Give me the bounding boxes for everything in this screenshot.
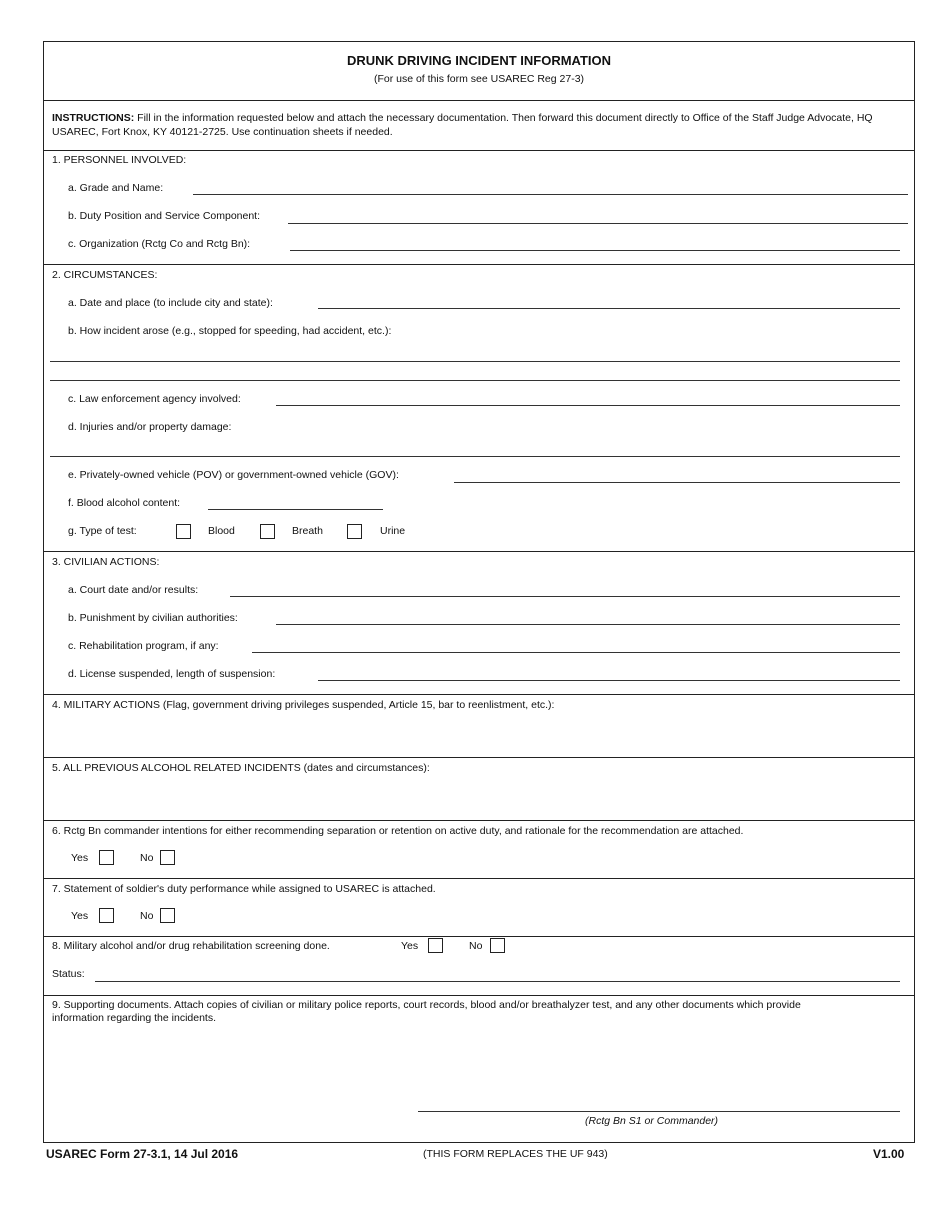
instructions-label: INSTRUCTIONS: <box>52 112 135 124</box>
section7-yes-checkbox[interactable] <box>99 908 114 923</box>
divider <box>44 878 914 879</box>
status-label: Status: <box>52 968 85 980</box>
section6-yes-checkbox[interactable] <box>99 850 114 865</box>
blood-alcohol-label: f. Blood alcohol content: <box>68 497 181 509</box>
replaces-note: (THIS FORM REPLACES THE UF 943) <box>423 1148 608 1160</box>
punishment-label: b. Punishment by civilian authorities: <box>68 612 238 624</box>
grade-name-label: a. Grade and Name: <box>68 182 164 194</box>
section7-yes-label: Yes <box>71 910 89 922</box>
duty-position-label: b. Duty Position and Service Component: <box>68 210 261 222</box>
injuries-label: d. Injuries and/or property damage: <box>68 421 232 433</box>
section8-heading: 8. Military alcohol and/or drug rehabilitation screening done. <box>52 940 330 952</box>
divider <box>44 757 914 758</box>
form-title: DRUNK DRIVING INCIDENT INFORMATION <box>346 53 612 68</box>
section8-yes-label: Yes <box>401 940 419 952</box>
section8-no-checkbox[interactable] <box>490 938 505 953</box>
license-suspended-label: d. License suspended, length of suspension: <box>68 668 276 680</box>
form-subtitle: (For use of this form see USAREC Reg 27-3) <box>373 73 585 85</box>
section6-no-checkbox[interactable] <box>160 850 175 865</box>
urine-test-label: Urine <box>380 525 406 537</box>
form-container <box>43 41 915 1143</box>
vehicle-type-field[interactable] <box>454 482 900 483</box>
section8-no-label: No <box>469 940 483 952</box>
law-enforcement-label: c. Law enforcement agency involved: <box>68 393 241 405</box>
breath-test-checkbox[interactable] <box>260 524 275 539</box>
section6-yes-label: Yes <box>71 852 89 864</box>
urine-test-checkbox[interactable] <box>347 524 362 539</box>
vehicle-type-label: e. Privately-owned vehicle (POV) or government-owned vehicle (GOV): <box>68 469 399 481</box>
license-suspended-field[interactable] <box>318 680 900 681</box>
law-enforcement-field[interactable] <box>276 405 900 406</box>
signature-field[interactable] <box>418 1111 900 1112</box>
grade-name-field[interactable] <box>193 194 908 195</box>
section7-no-checkbox[interactable] <box>160 908 175 923</box>
section1-heading: 1. PERSONNEL INVOLVED: <box>52 154 187 166</box>
test-type-label: g. Type of test: <box>68 525 137 537</box>
section7-no-label: No <box>140 910 154 922</box>
version: V1.00 <box>873 1147 905 1161</box>
incident-arose-field-line2[interactable] <box>50 380 900 381</box>
divider <box>44 995 914 996</box>
date-place-label: a. Date and place (to include city and state): <box>68 297 273 309</box>
section6-heading: 6. Rctg Bn commander intentions for either recommending separation or retention on active duty, and rationale for the recommendation are attached. <box>52 825 744 837</box>
divider <box>44 100 914 101</box>
previous-incidents-area[interactable] <box>44 777 914 820</box>
section9-heading: 9. Supporting documents. Attach copies of civilian or military police reports, court records, blood and/or breathalyzer test, and any other documents which provide information regarding the incidents. <box>52 999 801 1024</box>
instructions-text: Fill in the information requested below and attach the necessary documentation. Then forward this document directly to Office of the Staff Judge Advocate, HQ USAREC, Fort Knox, KY 40121-2725. Use continuation sheets if needed. <box>52 112 873 138</box>
divider <box>44 551 914 552</box>
duty-position-field[interactable] <box>288 223 908 224</box>
divider <box>44 820 914 821</box>
section8-yes-checkbox[interactable] <box>428 938 443 953</box>
organization-label: c. Organization (Rctg Co and Rctg Bn): <box>68 238 251 250</box>
court-date-label: a. Court date and/or results: <box>68 584 199 596</box>
blood-alcohol-field[interactable] <box>208 509 383 510</box>
organization-field[interactable] <box>290 250 900 251</box>
divider <box>44 936 914 937</box>
blood-test-label: Blood <box>208 525 235 537</box>
date-place-field[interactable] <box>318 308 900 309</box>
divider <box>44 150 914 151</box>
punishment-field[interactable] <box>276 624 900 625</box>
section4-heading: 4. MILITARY ACTIONS (Flag, government driving privileges suspended, Article 15, bar to reenlistment, etc.): <box>52 699 555 711</box>
rehab-program-label: c. Rehabilitation program, if any: <box>68 640 219 652</box>
breath-test-label: Breath <box>292 525 323 537</box>
section6-no-label: No <box>140 852 154 864</box>
divider <box>44 264 914 265</box>
court-date-field[interactable] <box>230 596 900 597</box>
rehab-program-field[interactable] <box>252 652 900 653</box>
divider <box>44 694 914 695</box>
section5-heading: 5. ALL PREVIOUS ALCOHOL RELATED INCIDENTS (dates and circumstances): <box>52 762 430 774</box>
instructions <box>52 111 882 139</box>
injuries-field[interactable] <box>50 456 900 457</box>
section2-heading: 2. CIRCUMSTANCES: <box>52 269 158 281</box>
incident-arose-label: b. How incident arose (e.g., stopped for speeding, had accident, etc.): <box>68 325 392 337</box>
incident-arose-field-line1[interactable] <box>50 361 900 362</box>
section7-heading: 7. Statement of soldier's duty performance while assigned to USAREC is attached. <box>52 883 436 895</box>
section3-heading: 3. CIVILIAN ACTIONS: <box>52 556 160 568</box>
military-actions-area[interactable] <box>44 714 914 757</box>
status-field[interactable] <box>95 981 900 982</box>
signature-caption: (Rctg Bn S1 or Commander) <box>585 1115 719 1127</box>
form-id: USAREC Form 27-3.1, 14 Jul 2016 <box>46 1147 239 1161</box>
blood-test-checkbox[interactable] <box>176 524 191 539</box>
